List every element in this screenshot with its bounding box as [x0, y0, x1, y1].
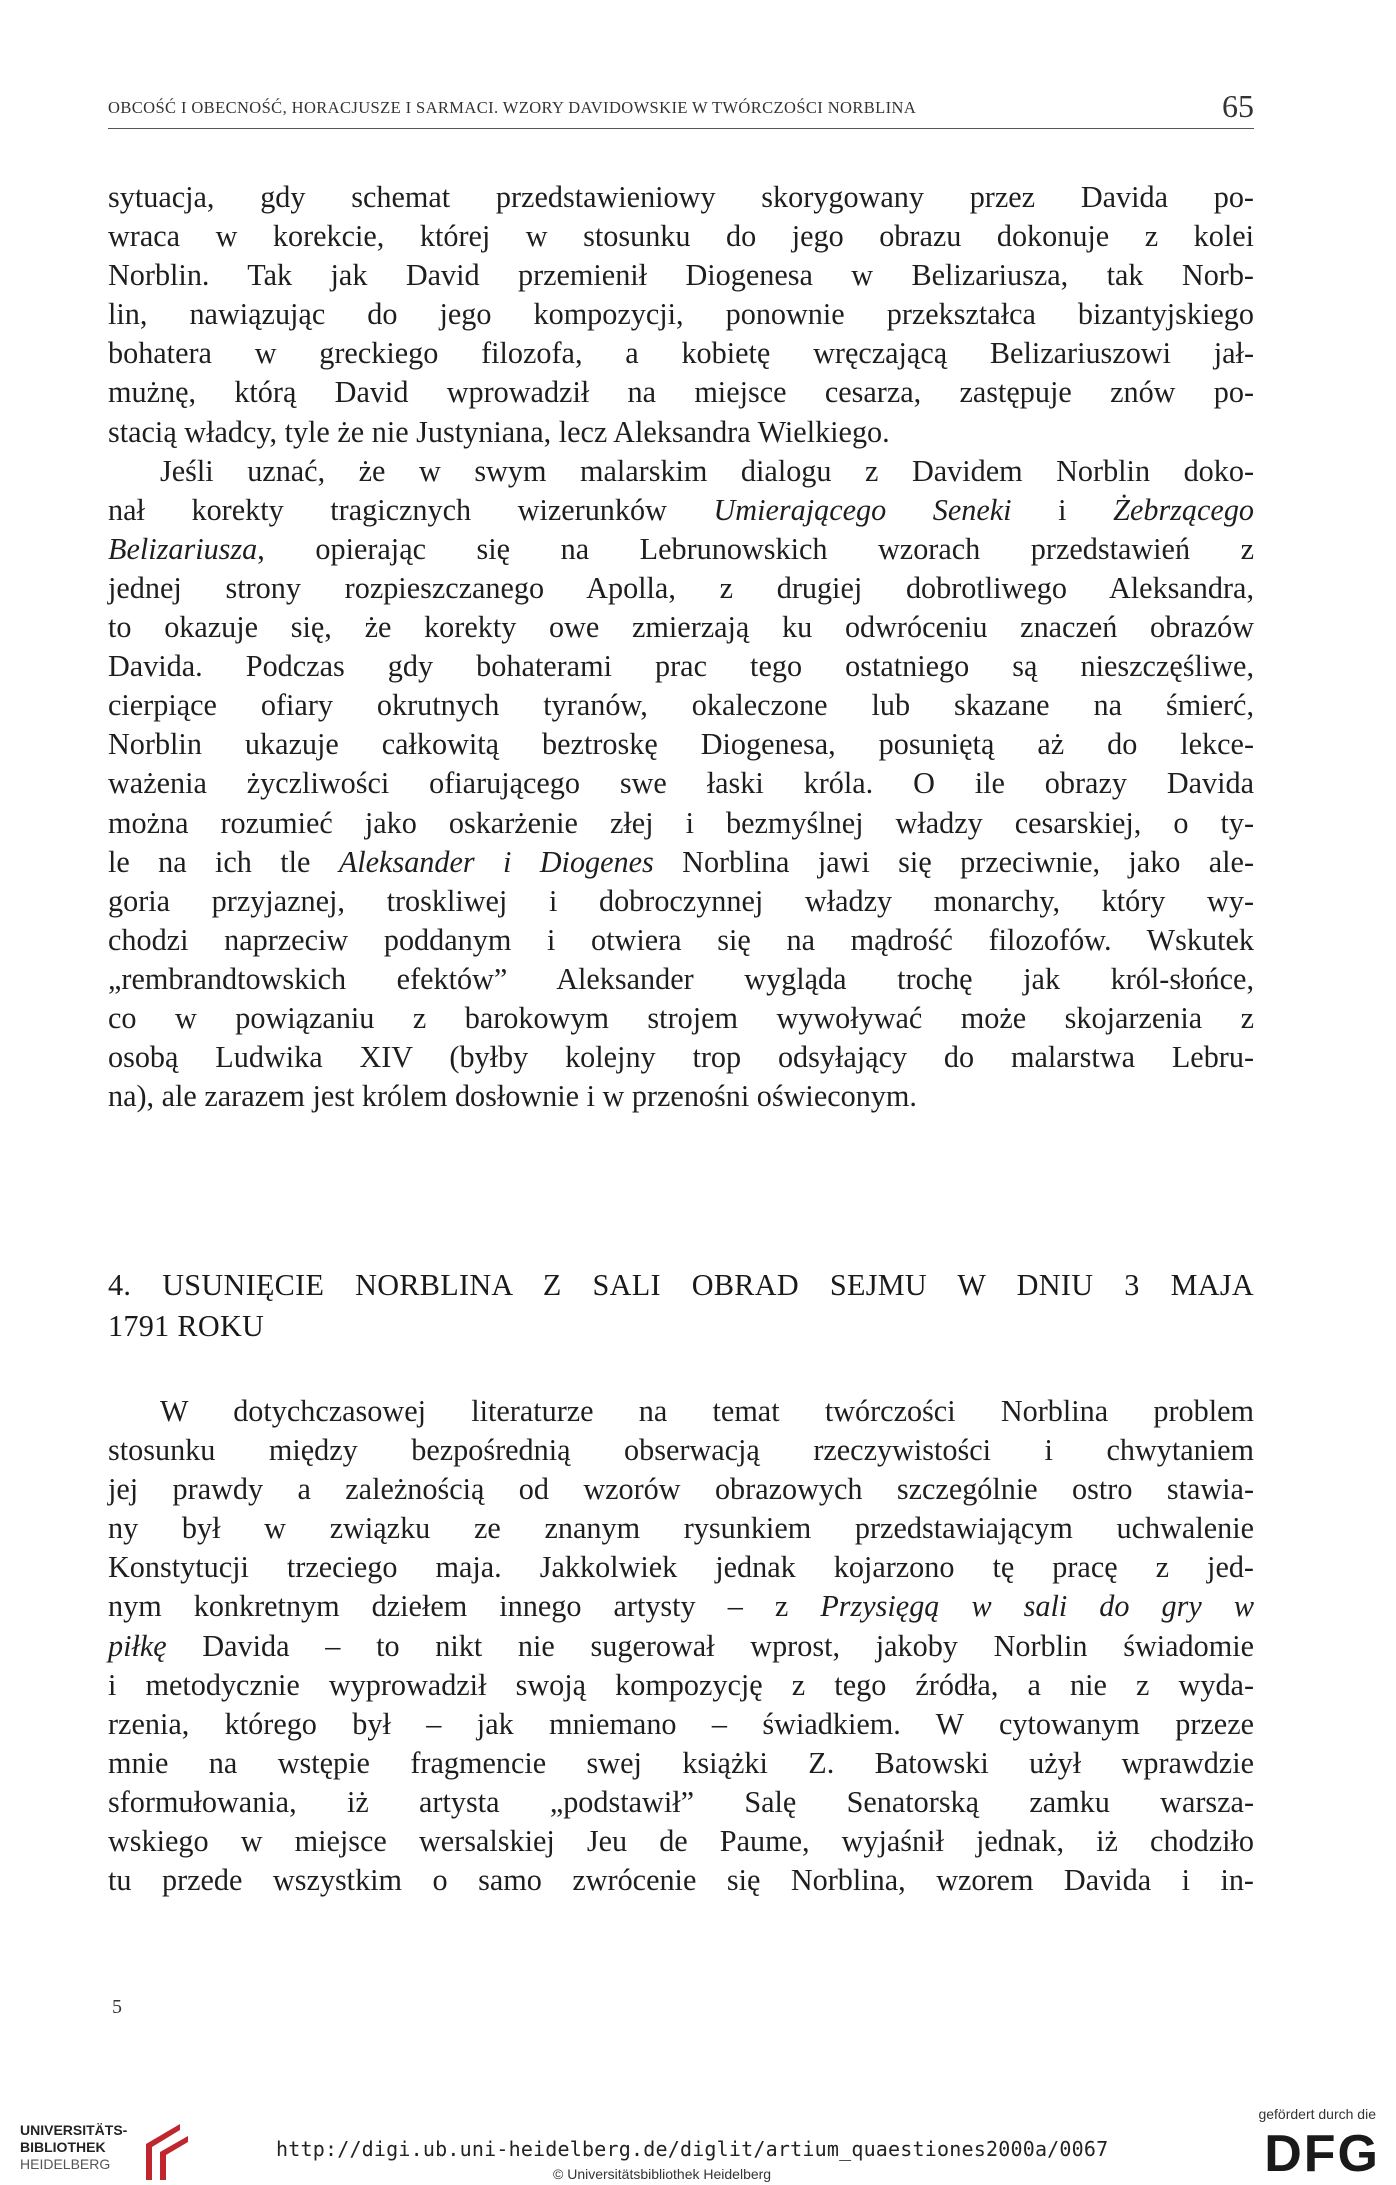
- paragraph-3: [108, 1392, 1254, 1900]
- text-line: można rozumieć jako oskarżenie złej i bezmyślnej władzy cesarskiej, o ty-: [108, 805, 1254, 840]
- running-title: OBCOŚĆ I OBECNOŚĆ, HORACJUSZE I SARMACI. WZORY DAVIDOWSKIE W TWÓRCZOŚCI NORBLINA: [108, 98, 917, 117]
- dfg-logo[interactable]: [1220, 2106, 1380, 2182]
- text-line: mnie na wstępie fragmencie swej książki Z. Batowski użył wprawdzie: [108, 1745, 1254, 1780]
- text-line: lin, nawiązując do jego kompozycji, ponownie przekształca bizantyjskiego: [108, 297, 1254, 332]
- library-logo[interactable]: [20, 2122, 240, 2182]
- artwork-title: Aleksander i Diogenes: [338, 844, 654, 879]
- text-line: ważenia życzliwości ofiarującego swe łaski króla. O ile obrazy Davida: [108, 766, 1254, 801]
- text-line: wraca w korekcie, której w stosunku do jego obrazu dokonuje z kolei: [108, 219, 1254, 254]
- paragraph-2: [108, 452, 1254, 1117]
- page-number: 65: [1222, 88, 1254, 124]
- funded-by-label: gefördert durch die: [1258, 2106, 1376, 2122]
- text-line: W dotychczasowej literaturze na temat twórczości Norblina problem: [160, 1394, 1254, 1428]
- text-line: jej prawdy a zależnością od wzorów obrazowych szczególnie ostro stawia-: [108, 1472, 1254, 1507]
- text-line: Norblin ukazuje całkowitą beztroskę Diogenesa, posuniętą aż do lekce-: [108, 727, 1254, 762]
- text-line: co w powiązaniu z barokowym strojem wywoływać może skojarzenia z: [108, 1001, 1254, 1035]
- text-line: tu przede wszystkim o samo zwrócenie się Norblina, wzorem Davida i in-: [108, 1863, 1254, 1898]
- library-name: UNIVERSITÄTS- BIBLIOTHEK HEIDELBERG: [20, 2122, 128, 2172]
- artwork-title: Belizariusza: [108, 531, 258, 566]
- copyright-notice: © Universitätsbibliothek Heidelberg: [553, 2166, 772, 2182]
- text-line: le na ich tle Aleksander i Diogenes Norblina jawi się przeciwnie, jako ale-: [108, 844, 1254, 879]
- text-line: nał korekty tragicznych wizerunków Umierającego Seneki i Żebrzącego: [108, 492, 1255, 527]
- paragraph-1: [108, 178, 1254, 452]
- text-line: mużnę, którą David wprowadził na miejsce cesarza, zastępuje znów po-: [108, 375, 1254, 410]
- text-line: sformułowania, iż artysta „podstawił” Salę Senatorską zamku warsza-: [108, 1784, 1254, 1819]
- text-line: jednej strony rozpieszczanego Apolla, z drugiej dobrotliwego Aleksandra,: [108, 570, 1254, 605]
- text-line: ny był w związku ze znanym rysunkiem przedstawiającym uchwalenie: [108, 1511, 1254, 1546]
- text-line: nym konkretnym dziełem innego artysty – z Przysięgą w sali do gry w: [108, 1589, 1254, 1624]
- text-line: Jeśli uznać, że w swym malarskim dialogu z Davidem Norblin doko-: [160, 453, 1254, 488]
- text-line: sytuacja, gdy schemat przedstawieniowy skorygowany przez Davida po-: [108, 180, 1254, 214]
- text-line: na), ale zarazem jest królem dosłownie i w przenośni oświeconym.: [108, 1079, 917, 1114]
- text-line: goria przyjaznej, troskliwej i dobroczynnej władzy monarchy, który wy-: [108, 883, 1254, 918]
- text-line: i metodycznie wyprowadził swoją kompozycję z tego źródła, a nie z wyda-: [108, 1667, 1254, 1702]
- library-emblem-icon: [140, 2122, 210, 2182]
- text-line: „rembrandtowskich efektów” Aleksander wygląda trochę jak król-słońce,: [108, 961, 1254, 996]
- text-line: chodzi naprzeciw poddanym i otwiera się na mądrość filozofów. Wskutek: [108, 922, 1254, 957]
- dfg-wordmark: DFG: [1264, 2125, 1380, 2183]
- text-line: to okazuje się, że korekty owe zmierzają ku odwróceniu znaczeń obrazów: [108, 610, 1254, 645]
- text-line: Belizariusza, opierając się na Lebrunowskich wzorach przedstawień z: [108, 531, 1254, 566]
- footer-bar: [0, 2060, 1396, 2185]
- artwork-title: Przysięgą w sali do gry w: [820, 1589, 1254, 1624]
- text-line: rzenia, którego był – jak mniemano – świadkiem. W cytowanym przeze: [108, 1706, 1254, 1741]
- text-line: wskiego w miejsce wersalskiej Jeu de Paume, wyjaśnił jednak, iż chodziło: [108, 1824, 1254, 1859]
- heading-line: 1791 ROKU: [108, 1309, 265, 1343]
- text-line: cierpiące ofiary okrutnych tyranów, okaleczone lub skazane na śmierć,: [108, 688, 1254, 723]
- section-heading: [108, 1265, 1254, 1347]
- running-head: [108, 88, 1254, 129]
- artwork-title: Umierającego Seneki: [713, 492, 1012, 527]
- text-line: bohatera w greckiego filozofa, a kobietę wręczającą Belizariuszowi jał-: [108, 336, 1254, 371]
- artwork-title: piłkę: [108, 1628, 167, 1663]
- text-line: piłkę Davida – to nikt nie sugerował wprost, jakoby Norblin świadomie: [108, 1628, 1254, 1663]
- signature-mark: 5: [112, 1996, 122, 2018]
- text-line: stacią władcy, tyle że nie Justyniana, lecz Aleksandra Wielkiego.: [108, 414, 890, 449]
- text-line: Konstytucji trzeciego maja. Jakkolwiek jednak kojarzono tę pracę z jed-: [108, 1550, 1254, 1585]
- heading-line: 4. USUNIĘCIE NORBLINA Z SALI OBRAD SEJMU W DNIU 3 MAJA: [108, 1268, 1254, 1302]
- text-line: stosunku między bezpośrednią obserwacją rzeczywistości i chwytaniem: [108, 1433, 1254, 1468]
- artwork-title: Żebrzącego: [1113, 492, 1255, 527]
- text-line: Norblin. Tak jak David przemienił Diogenesa w Belizariusza, tak Norb-: [108, 258, 1254, 293]
- text-line: Davida. Podczas gdy bohaterami prac tego ostatniego są nieszczęśliwe,: [108, 649, 1254, 684]
- source-link[interactable]: http://digi.ub.uni-heidelberg.de/diglit/artium_quaestiones2000a/0067: [276, 2137, 1109, 2161]
- text-line: osobą Ludwika XIV (byłby kolejny trop odsyłający do malarstwa Lebru-: [108, 1040, 1254, 1075]
